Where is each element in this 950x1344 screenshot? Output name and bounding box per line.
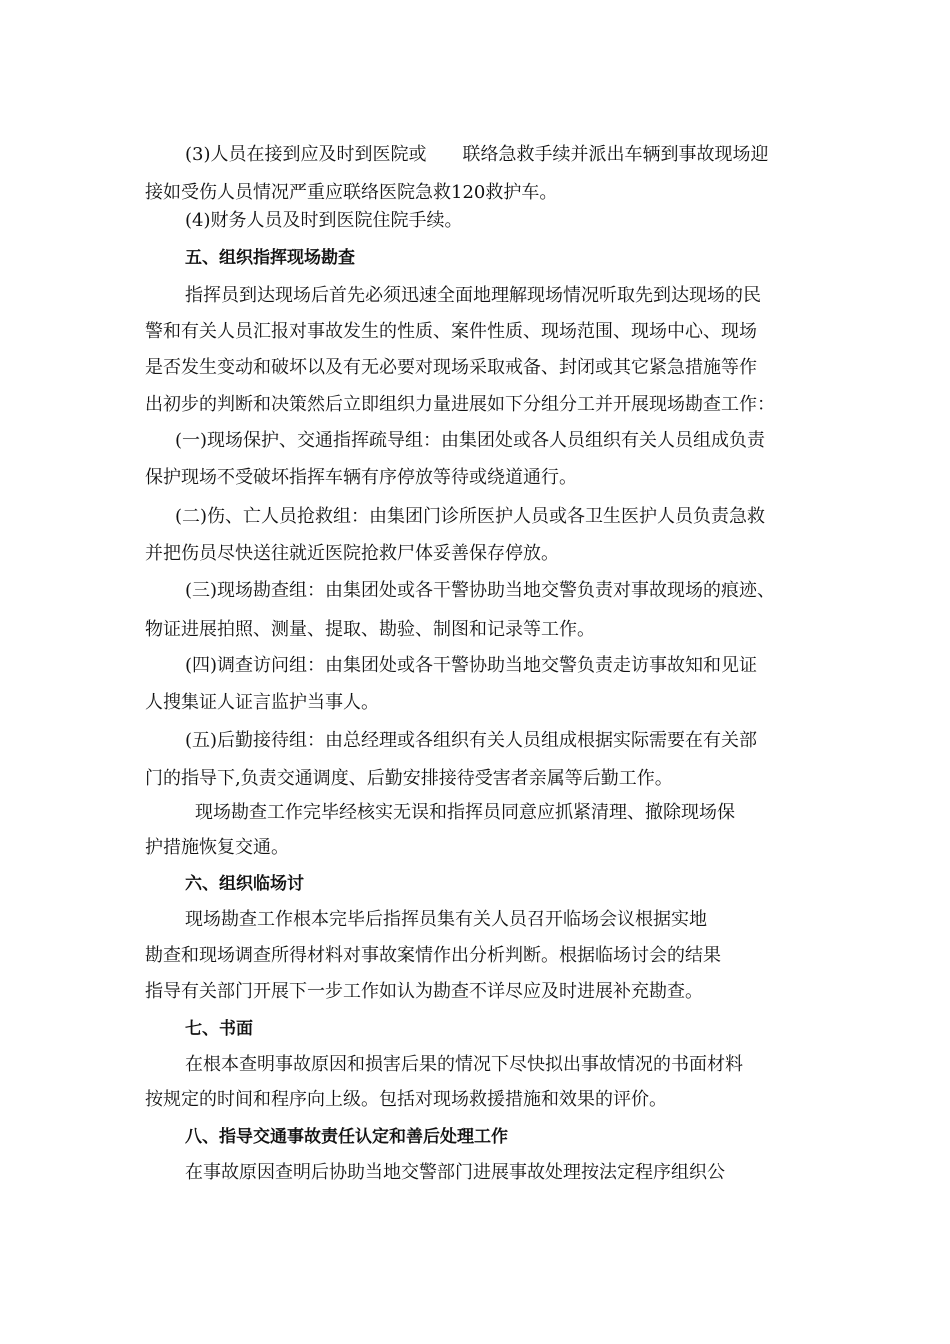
paragraph-line: 按规定的时间和程序向上级。包括对现场救援措施和效果的评价。 (145, 1089, 667, 1110)
paragraph-line: 保护现场不受破坏指挥车辆有序停放等待或绕道通行。 (145, 467, 577, 488)
paragraph-line: 指挥员到达现场后首先必须迅速全面地理解现场情况听取先到达现场的民 (185, 285, 761, 306)
paragraph-line: (4)财务人员及时到医院住院手续。 (185, 210, 463, 231)
paragraph-line: 是否发生变动和破坏以及有无必要对现场采取戒备、封闭或其它紧急措施等作 (145, 357, 757, 378)
section-heading: 五、组织指挥现场勘查 (185, 248, 355, 268)
paragraph-line: 出初步的判断和决策然后立即组织力量进展如下分组分工并开展现场勘查工作： (145, 394, 775, 415)
paragraph-line: 门的指导下,负责交通调度、后勤安排接待受害者亲属等后勤工作。 (145, 768, 673, 789)
paragraph-line: 勘查和现场调查所得材料对事故案情作出分析判断。根据临场讨会的结果 (145, 945, 721, 966)
paragraph-line: 护措施恢复交通。 (145, 837, 289, 858)
paragraph-line: 现场勘查工作完毕经核实无误和指挥员同意应抓紧清理、撤除现场保 (195, 802, 735, 823)
paragraph-line: (三)现场勘查组：由集团处或各干警协助当地交警负责对事故现场的痕迹、 (185, 580, 776, 601)
paragraph-line: 接如受伤人员情况严重应联络医院急救120救护车。 (145, 182, 558, 203)
section-heading: 七、书面 (185, 1019, 253, 1039)
paragraph-line: 指导有关部门开展下一步工作如认为勘查不详尽应及时进展补充勘查。 (145, 981, 703, 1002)
paragraph-line: 在根本查明事故原因和损害后果的情况下尽快拟出事故情况的书面材料 (185, 1054, 743, 1075)
paragraph-line: 在事故原因查明后协助当地交警部门进展事故处理按法定程序组织公 (185, 1162, 725, 1183)
paragraph-line: 警和有关人员汇报对事故发生的性质、案件性质、现场范围、现场中心、现场 (145, 321, 757, 342)
paragraph-line: (二)伤、亡人员抢救组：由集团门诊所医护人员或各卫生医护人员负责急救 (175, 506, 766, 527)
paragraph-line: 现场勘查工作根本完毕后指挥员集有关人员召开临场会议根据实地 (185, 909, 707, 930)
paragraph-line: 人搜集证人证言监护当事人。 (145, 692, 379, 713)
paragraph-line: (一)现场保护、交通指挥疏导组：由集团处或各人员组织有关人员组成负责 (175, 430, 766, 451)
paragraph-line: 物证进展拍照、测量、提取、勘验、制图和记录等工作。 (145, 619, 595, 640)
paragraph-line: 并把伤员尽快送往就近医院抢救尸体妥善保存停放。 (145, 543, 559, 564)
paragraph-line: (四)调查访问组：由集团处或各干警协助当地交警负责走访事故知和见证 (185, 655, 758, 676)
section-heading: 八、指导交通事故责任认定和善后处理工作 (185, 1127, 508, 1147)
paragraph-line: (五)后勤接待组：由总经理或各组织有关人员组成根据实际需要在有关部 (185, 730, 758, 751)
paragraph-line: (3)人员在接到应及时到医院或 联络急救手续并派出车辆到事故现场迎 (185, 144, 769, 165)
section-heading: 六、组织临场讨 (185, 874, 304, 894)
